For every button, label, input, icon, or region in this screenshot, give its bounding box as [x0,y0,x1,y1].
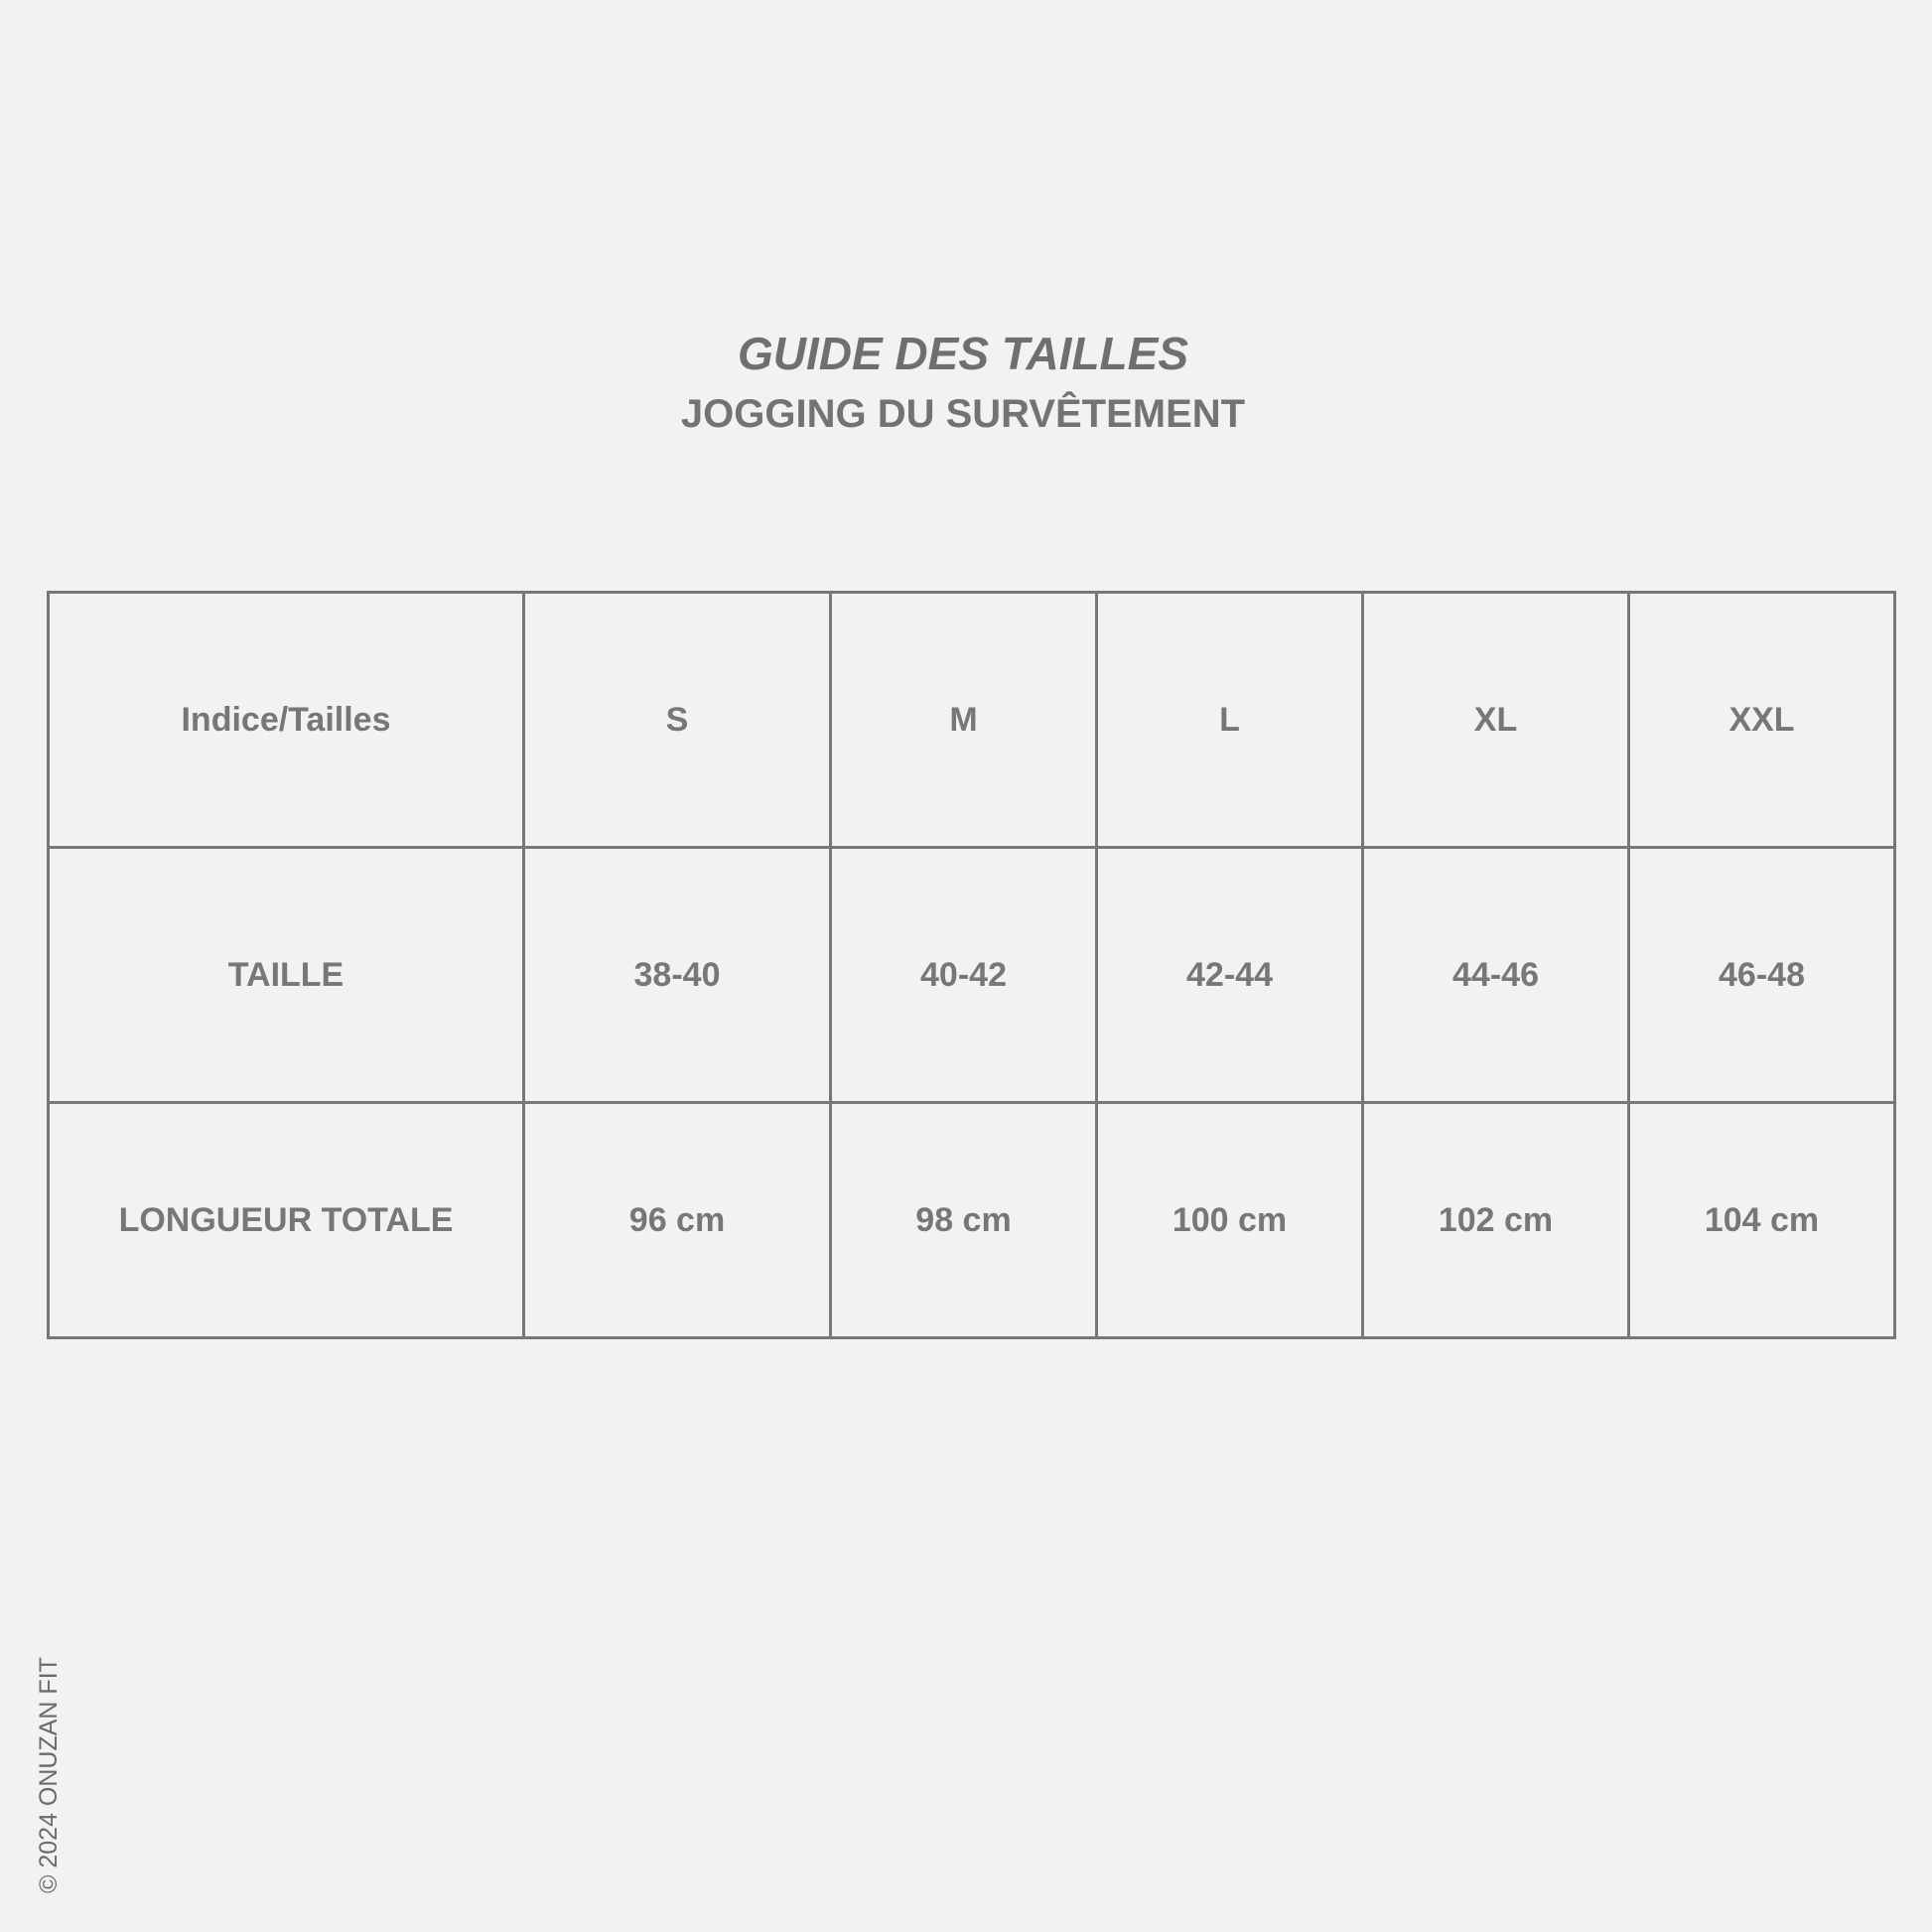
table-cell: 46-48 [1629,848,1895,1103]
table-row-taille [49,848,1895,1103]
table-header-row [49,593,1895,848]
size-table [47,591,1896,1339]
header-cell-s: S [524,593,831,848]
table-cell: 100 cm [1097,1103,1363,1338]
copyright-notice: © 2024 ONUZAN FIT [35,1657,63,1893]
header-cell-xxl: XXL [1629,593,1895,848]
table-cell: 44-46 [1363,848,1629,1103]
row-label-longueur: LONGUEUR TOTALE [49,1103,524,1338]
table-cell: 42-44 [1097,848,1363,1103]
page-subtitle: JOGGING DU SURVÊTEMENT [680,392,1246,436]
header-cell-m: M [831,593,1097,848]
table-cell: 102 cm [1363,1103,1629,1338]
table-cell: 96 cm [524,1103,831,1338]
table-cell: 104 cm [1629,1103,1895,1338]
header-cell-indice: Indice/Tailles [49,593,524,848]
table-cell: 98 cm [831,1103,1097,1338]
row-label-taille: TAILLE [49,848,524,1103]
header-cell-xl: XL [1363,593,1629,848]
table-cell: 38-40 [524,848,831,1103]
table-row-longueur [49,1103,1895,1338]
page-title: GUIDE DES TAILLES [737,328,1189,379]
table-cell: 40-42 [831,848,1097,1103]
header-cell-l: L [1097,593,1363,848]
